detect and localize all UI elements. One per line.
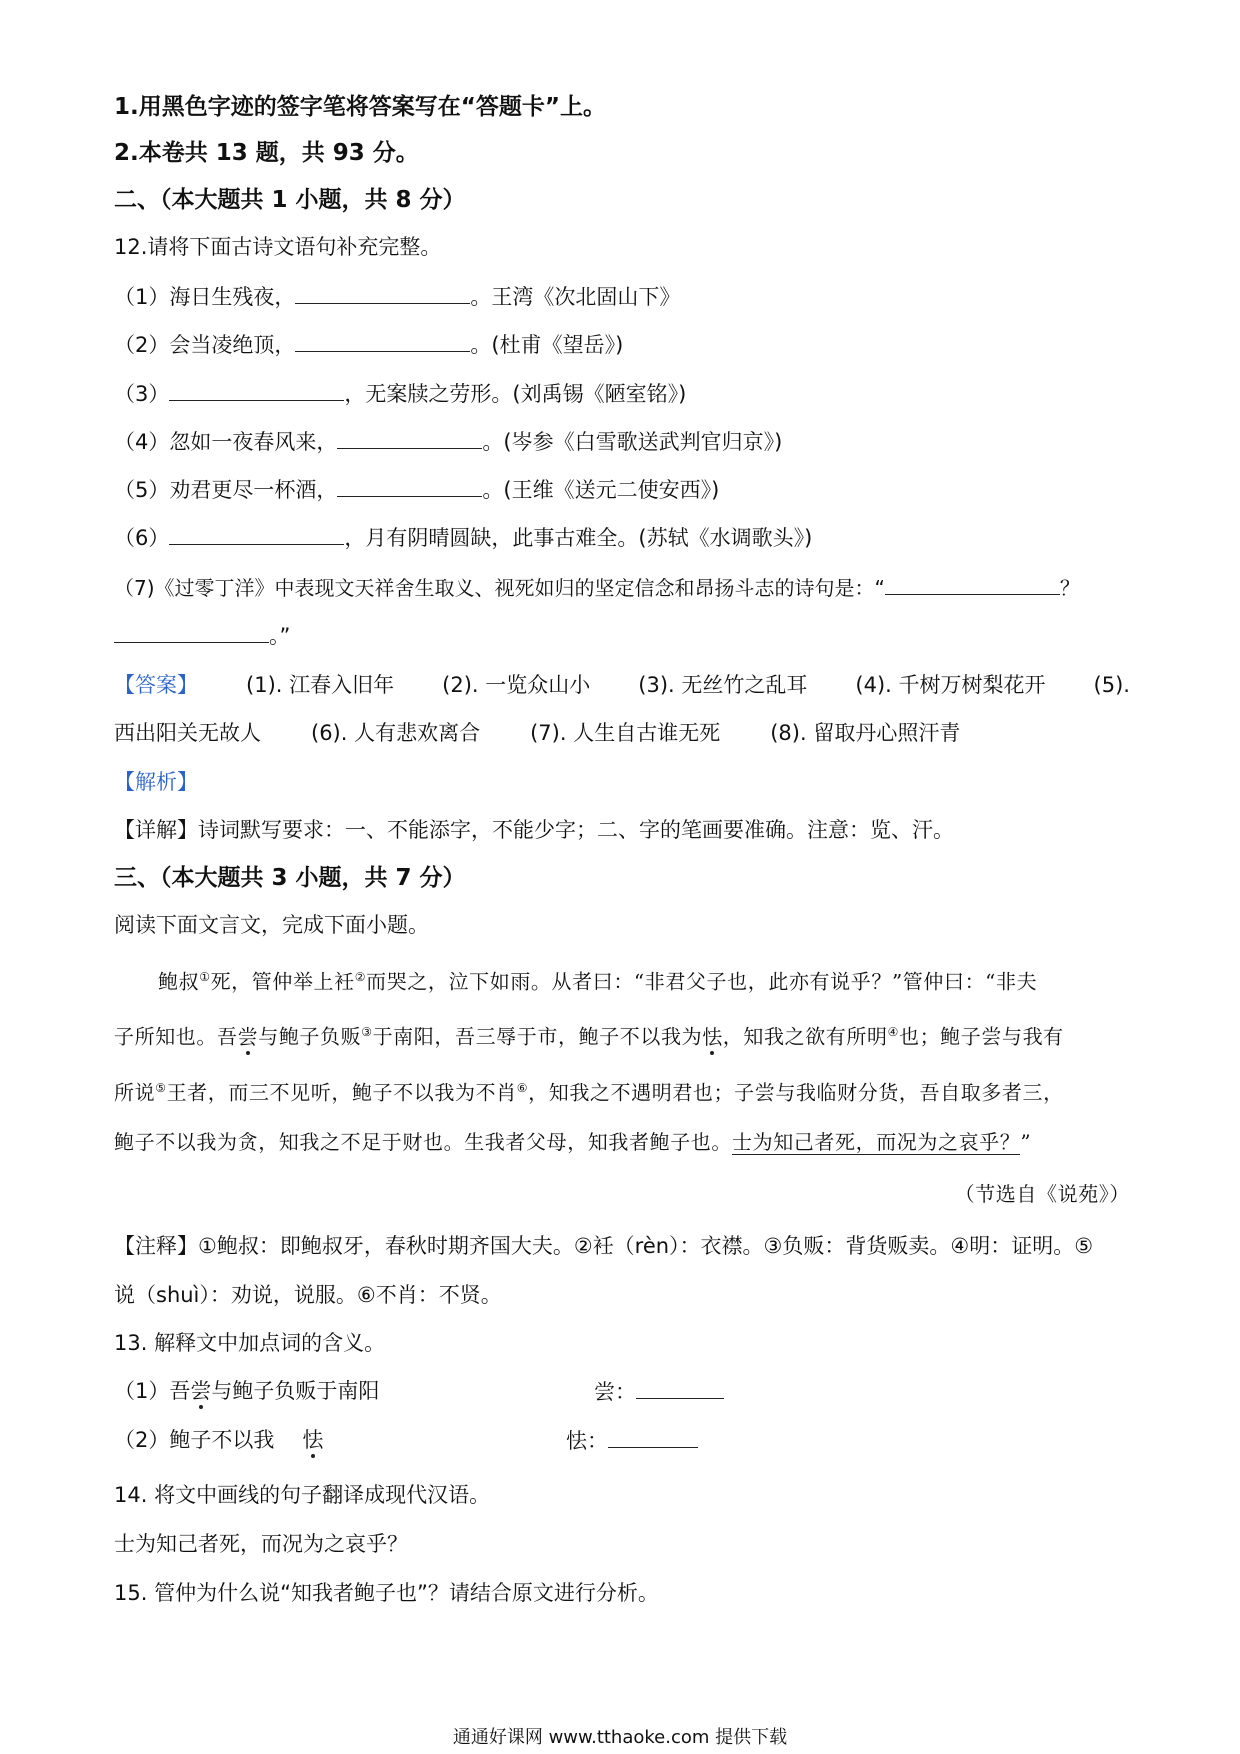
q12-item-6: （6） ，月有阴晴圆缺，此事古难全。(苏轼《水调歌头》) <box>114 522 1130 553</box>
answer-4: (4). 千树万树梨花开 <box>855 673 1046 697</box>
q12-item-5: （5）劝君更尽一杯酒， 。(王维《送元二使安西》) <box>114 474 1130 505</box>
answer-2: (2). 一览众山小 <box>442 673 591 697</box>
instruction-1: 1.用黑色字迹的签字笔将答案写在“答题卡”上。 <box>114 94 606 120</box>
answer-blank[interactable] <box>885 572 1060 595</box>
q13-item-1: （1）吾尝与鲍子负贩于南阳 尝： <box>114 1376 1130 1406</box>
q13-item-2: （2）鲍子不以我 怯 怯： <box>114 1425 1130 1455</box>
q12-item-7: （7)《过零丁洋》中表现文天祥舍生取义、视死如归的坚定信念和昂扬斗志的诗句是：“ ？ <box>114 572 1130 603</box>
q14-stem: 14. 将文中画线的句子翻译成现代汉语。 <box>114 1483 491 1507</box>
passage-intro: 阅读下面文言文，完成下面小题。 <box>114 913 429 937</box>
instruction-2: 2.本卷共 13 题，共 93 分。 <box>114 140 419 166</box>
answer-8: (8). 留取丹心照汗青 <box>770 721 961 745</box>
q13-stem: 13. 解释文中加点词的含义。 <box>114 1331 386 1355</box>
q12-item-4: （4）忽如一夜春风来， 。(岑参《白雪歌送武判官归京》) <box>114 426 1130 457</box>
answer-label: 【答案】 <box>114 673 198 697</box>
q12-stem: 12.请将下面古诗文语句补充完整。 <box>114 235 442 259</box>
passage-line-3: 所说⑤王者，而三不见听，鲍子不以我为不肖⑥，知我之不遇明君也；子尝与我临财分货，吾自取多者三， <box>114 1080 1064 1105</box>
answer-blank[interactable] <box>337 426 482 449</box>
section-2-heading: 二、（本大题共 1 小题，共 8 分） <box>114 187 466 213</box>
q13-label-2: 怯： <box>566 1425 698 1456</box>
detail-text: 诗词默写要求：一、不能添字，不能少字；二、字的笔画要准确。注意：览、汗。 <box>198 818 954 842</box>
answer-7: (7). 人生自古谁无死 <box>530 721 721 745</box>
underlined-sentence: 士为知己者死，而况为之哀乎？ <box>732 1130 1021 1154</box>
passage-line-1: 鲍叔①死，管仲举上衽②而哭之，泣下如雨。从者曰：“非君父子也，此亦有说乎？”管仲曰：“非夫 <box>158 969 1038 994</box>
answer-3: (3). 无丝竹之乱耳 <box>638 673 808 697</box>
passage-source: （节选自《说苑》） <box>954 1182 1130 1206</box>
answer-blank[interactable] <box>636 1376 724 1399</box>
passage-line-2: 子所知也。吾尝与鲍子负贩③于南阳，吾三辱于市，鲍子不以我为怯，知我之欲有所明④也；鲍子尝与我有 <box>114 1024 1064 1049</box>
answer-blank[interactable] <box>337 474 482 497</box>
answer-line-1 <box>114 670 1130 700</box>
passage-line-4: 鲍子不以我为贪，知我之不足于财也。生我者父母，知我者鲍子也。士为知己者死，而况为之哀乎？” <box>114 1130 1032 1154</box>
q15-stem: 15. 管仲为什么说“知我者鲍子也”？请结合原文进行分析。 <box>114 1581 659 1605</box>
section-3-heading: 三、（本大题共 3 小题，共 7 分） <box>114 865 466 891</box>
answer-blank[interactable] <box>169 378 344 401</box>
detail-line <box>114 815 1130 845</box>
answer-blank[interactable] <box>114 620 269 643</box>
answer-6: (6). 人有悲欢离合 <box>311 721 481 745</box>
dotted-word-chang: 尝 <box>237 1024 259 1049</box>
page-footer: 通通好课网 www.tthaoke.com 提供下载 <box>452 1727 788 1748</box>
answer-5: 西出阳关无故人 <box>114 721 261 745</box>
answer-line-2 <box>114 718 1130 748</box>
notes-line-2: 说（shuì）：劝说，说服。⑥不肖：不贤。 <box>114 1283 502 1307</box>
detail-label: 【详解】 <box>114 818 198 842</box>
analysis-label: 【解析】 <box>114 770 198 794</box>
q14-sentence: 士为知己者死，而况为之哀乎？ <box>114 1532 408 1556</box>
q12-item-2: （2）会当凌绝顶， 。(杜甫《望岳》) <box>114 329 1130 360</box>
q13-label-1: 尝： <box>594 1376 724 1407</box>
q12-item-7-cont: 。” <box>114 620 1130 651</box>
answer-1: (1). 江春入旧年 <box>246 673 395 697</box>
notes-line-1: 【注释】①鲍叔：即鲍叔牙，春秋时期齐国大夫。②衽（rèn）：衣襟。③负贩：背货贩卖。④明：证明。⑤ <box>114 1234 1094 1258</box>
answer-5-num: (5). <box>1093 673 1130 697</box>
q12-item-1: （1）海日生残夜， 。王湾《次北固山下》 <box>114 281 1130 312</box>
answer-blank[interactable] <box>169 522 344 545</box>
q12-item-3: （3） ，无案牍之劳形。(刘禹锡《陋室铭》) <box>114 378 1130 409</box>
answer-blank[interactable] <box>295 329 470 352</box>
dotted-word-qie: 怯 <box>702 1024 723 1049</box>
answer-blank[interactable] <box>295 281 470 304</box>
answer-blank[interactable] <box>608 1425 698 1448</box>
